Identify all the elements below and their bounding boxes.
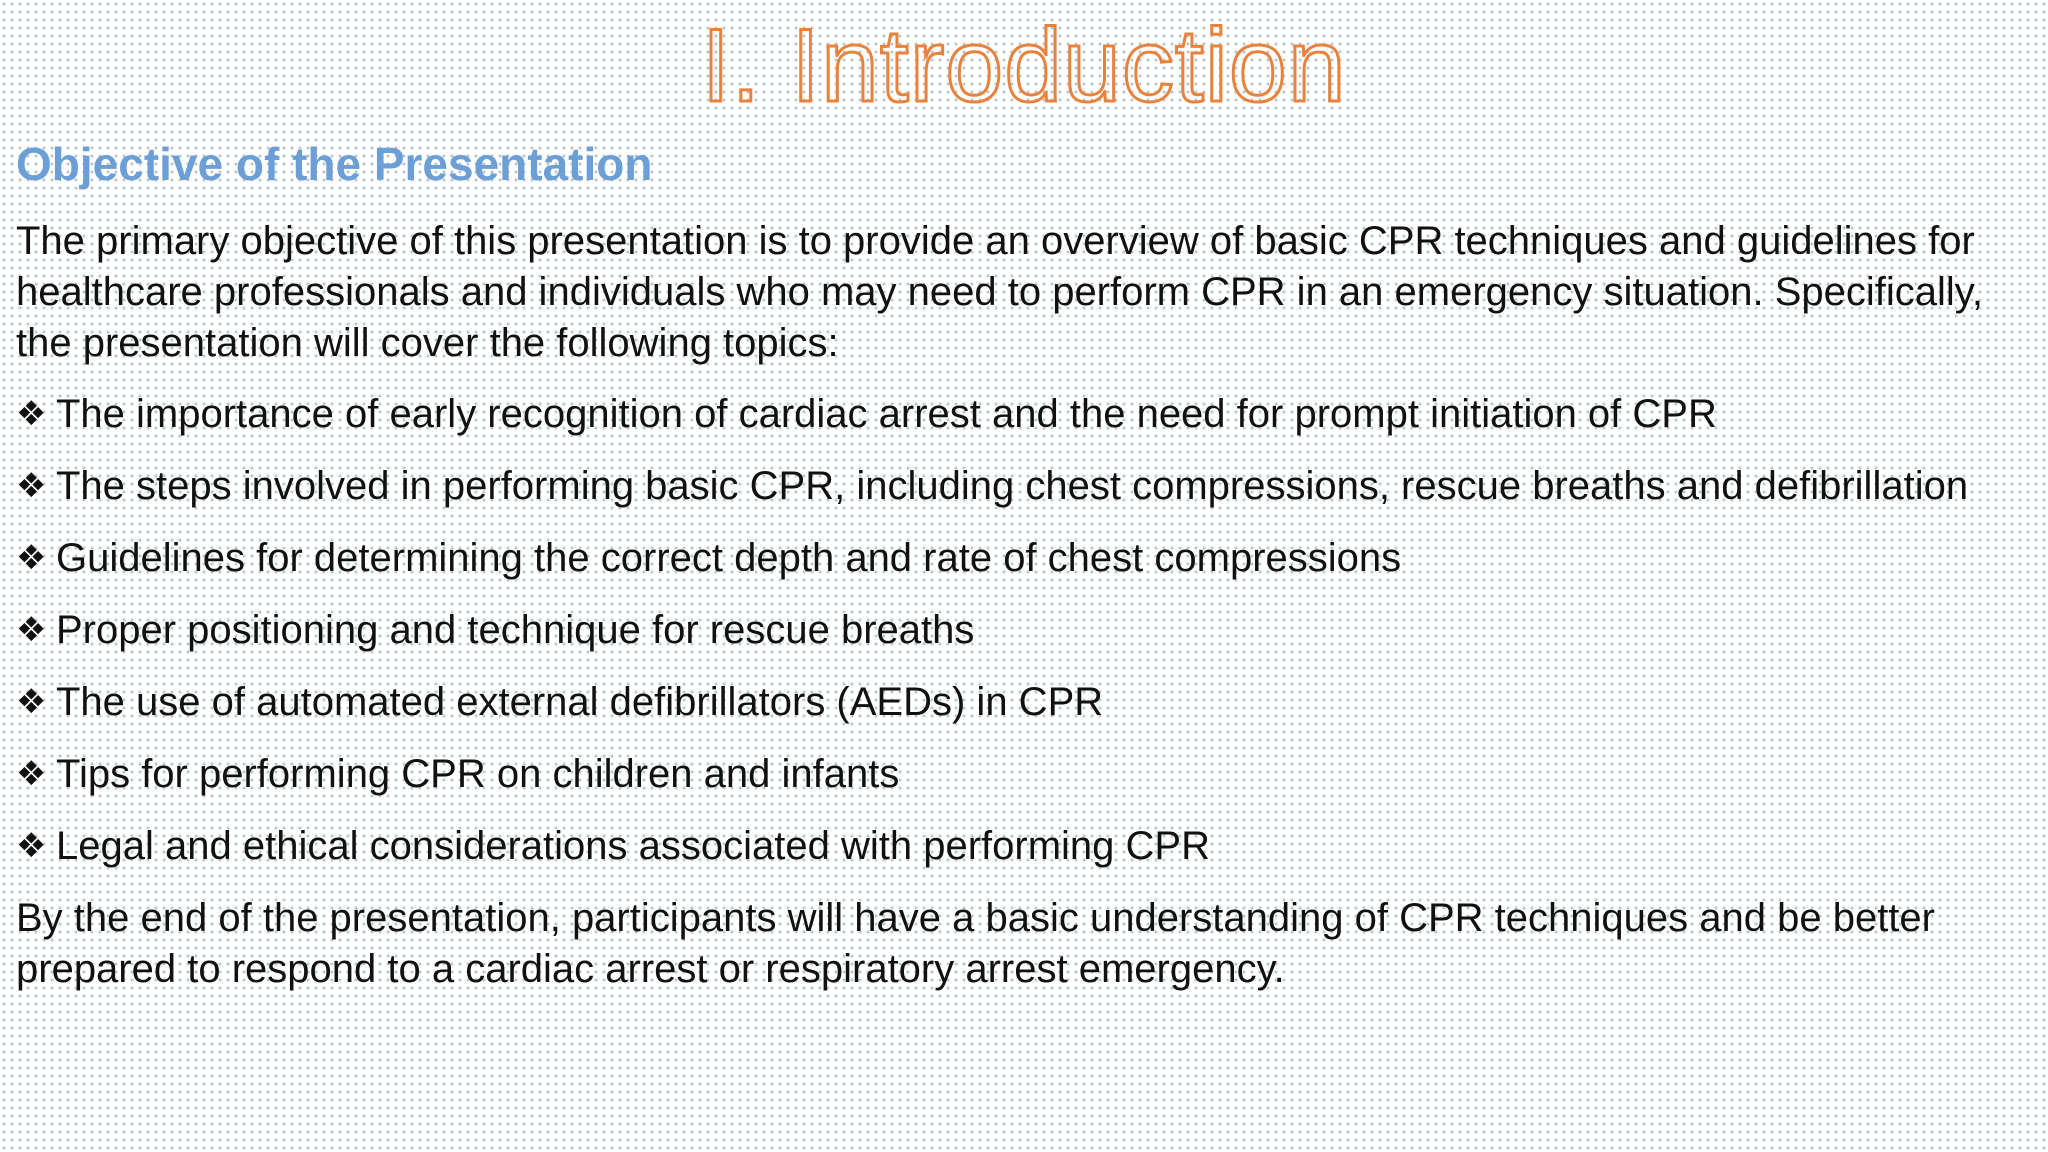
- topic-item: [16, 677, 2026, 728]
- four-diamond-bullet-icon: ❖: [16, 611, 47, 649]
- topic-text: Guidelines for determining the correct depth and rate of chest compressions: [56, 536, 1402, 580]
- topic-text: The steps involved in performing basic CPR, including chest compressions, rescue breaths and defibrillation: [56, 464, 1969, 508]
- topic-item: [16, 533, 2026, 584]
- intro-paragraph: The primary objective of this presentation is to provide an overview of basic CPR techniques and guidelines for healthcare professionals and individuals who may need to perform CPR in an emergency situation. Specifically, the presentation will cover the following topics:: [16, 219, 1983, 365]
- topic-item: [16, 605, 2026, 656]
- four-diamond-bullet-icon: ❖: [16, 467, 47, 505]
- topic-text: Proper positioning and technique for rescue breaths: [56, 608, 975, 652]
- four-diamond-bullet-icon: ❖: [16, 539, 47, 577]
- four-diamond-bullet-icon: ❖: [16, 395, 47, 433]
- topic-item: [16, 749, 2026, 800]
- closing-paragraph: By the end of the presentation, participants will have a basic understanding of CPR techniques and be better prepared to respond to a cardiac arrest or respiratory arrest emergency.: [16, 896, 1935, 991]
- topic-item: [16, 461, 2026, 512]
- topic-list: [16, 389, 2026, 872]
- four-diamond-bullet-icon: ❖: [16, 755, 47, 793]
- slide-body: [16, 216, 2026, 995]
- four-diamond-bullet-icon: ❖: [16, 683, 47, 721]
- four-diamond-bullet-icon: ❖: [16, 827, 47, 865]
- slide-title: I. Introduction: [701, 8, 1347, 124]
- topic-text: The importance of early recognition of cardiac arrest and the need for prompt initiation of CPR: [56, 392, 1717, 436]
- topic-text: Tips for performing CPR on children and infants: [56, 752, 900, 796]
- topic-item: [16, 821, 2026, 872]
- topic-text: Legal and ethical considerations associated with performing CPR: [56, 824, 1210, 868]
- topic-item: [16, 389, 2026, 440]
- section-subtitle: Objective of the Presentation: [16, 138, 653, 190]
- topic-text: The use of automated external defibrillators (AEDs) in CPR: [56, 680, 1104, 724]
